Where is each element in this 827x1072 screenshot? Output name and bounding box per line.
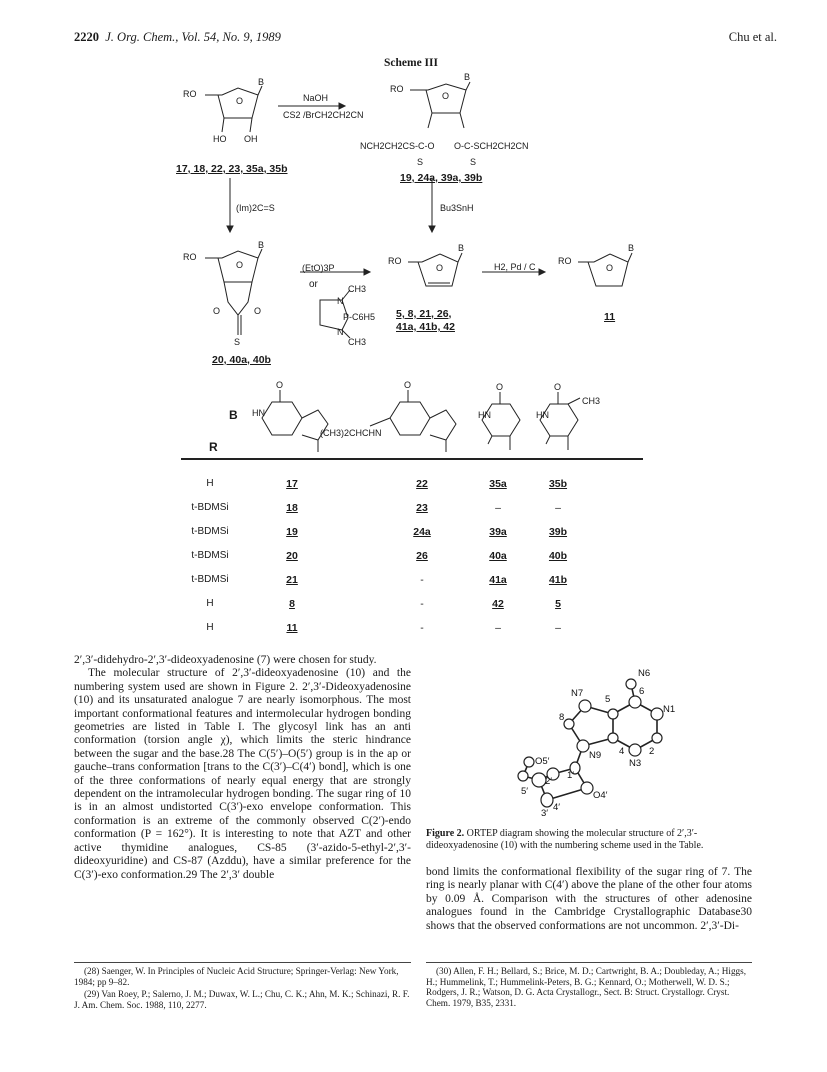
compound-numbers-3: 20, 40a, 40b (212, 354, 271, 366)
xanthate-s-right: S (470, 157, 477, 167)
xanthate-s-left: S (417, 157, 424, 167)
footnote-rule-right (426, 962, 752, 963)
atom-n6: N6 (638, 668, 651, 679)
gu-o: O (404, 380, 412, 390)
carbonate-o-left: O (213, 306, 221, 316)
cell: 40b (548, 550, 568, 562)
row-r: t-BDMSi (191, 574, 229, 585)
ro-label-3: RO (183, 252, 197, 262)
xanthate-left: NCH2CH2CS-C-O (360, 141, 435, 151)
figure-caption (426, 828, 752, 851)
diaza-pc6h5: P-C6H5 (343, 312, 376, 322)
sugar-ring-1 (205, 88, 258, 118)
atom-n7: N7 (571, 688, 584, 699)
atom-4: 4 (619, 746, 625, 757)
reagent-eto3p: (EtO)3P (302, 263, 335, 273)
cell: 18 (286, 502, 298, 514)
row-r: t-BDMSi (191, 502, 229, 513)
table-body (185, 478, 625, 646)
table-row (185, 502, 625, 526)
gu-isobutyryl: (CH3)2CHCHN (320, 428, 382, 438)
cell: 17 (286, 478, 298, 490)
th-hn: HN (536, 410, 549, 420)
ring-o-label-3: O (236, 260, 244, 270)
cell: 40a (489, 550, 507, 562)
table-row (185, 526, 625, 550)
table-row (185, 478, 625, 502)
table-rule (181, 458, 643, 460)
ring-o-label-2: O (442, 91, 450, 101)
atom-c2p: 2′ (545, 776, 553, 787)
cell: 24a (413, 526, 431, 538)
th-o: O (554, 382, 562, 392)
cell: 41b (548, 574, 568, 586)
ro-label-5: RO (558, 256, 572, 266)
ro-label-4: RO (388, 256, 402, 266)
running-author: Chu et al. (728, 30, 777, 44)
base-b-label-2: B (464, 72, 471, 82)
footnotes-left (74, 966, 411, 1012)
footnote-rule-left (74, 962, 411, 963)
reagent-or: or (309, 279, 318, 290)
carbonate-o-right: O (254, 306, 262, 316)
paragraph-2: bond limits the conformational flexibility of the sugar ring of 7. The ring is nearly planar with C(4′) above the plane of the other four atoms by 0.09 Å. Comparison with the structures of other adenosine analogues found in the Cambridge Crystallographic Database30 shows that the observed conformations are not uncommon. 2′,3′-Di- (426, 866, 752, 932)
atom-c5p: 5′ (521, 786, 529, 797)
cell: 42 (492, 598, 504, 610)
footnote-29: (29) Van Roey, P.; Salerno, J. M.; Duwax, W. L.; Chu, C. K.; Ahn, M. K.; Schinazi, R. F. J. Am. Chem. Soc. 1988, 110, 2277. (74, 989, 410, 1010)
atom-8: 8 (559, 712, 565, 723)
thione-s: S (234, 337, 241, 347)
cell: 26 (416, 550, 428, 562)
scheme-title: Scheme III (384, 57, 438, 69)
base-b-label-3: B (258, 240, 265, 250)
cell: 11 (286, 622, 298, 634)
footnotes-right (426, 966, 752, 1010)
atom-o4: O4′ (593, 790, 608, 801)
sugar-ring-5 (578, 254, 628, 286)
diaza-ch3-top: CH3 (348, 284, 367, 294)
table-row (185, 622, 625, 646)
reagent-h2pd: H2, Pd / C (494, 262, 536, 272)
sugar-ring-4 (408, 254, 458, 286)
diaza-n-bottom: N (337, 327, 344, 337)
cell: 8 (289, 598, 295, 610)
atom-n9: N9 (589, 750, 602, 761)
ho-label: HO (213, 134, 227, 144)
compound-numbers-4a: 5, 8, 21, 26, (396, 308, 452, 320)
row-r: H (206, 622, 214, 633)
cell: - (420, 574, 424, 586)
sugar-ring-2 (410, 84, 466, 113)
base-b-label-4: B (458, 243, 465, 253)
paragraph-1: The molecular structure of 2′,3′-dideoxyadenosine (10) and the numbering system used are shown in Figure 2. 2′,3′-Dideoxyadenosine (10) and its unsaturated analogue 7 are nearly isomorphous. The most important conformational features and intermolecular hydrogen bonding geometries are listed in Table I. The glycosyl link has an anti conformation (torsion angle χ), which limits the steric hindrance between the sugar and the base.28 The C(5′)–O(5′) group is in the ap or gauche–trans conformation [trans to the C(3′)–C(4′) bond], which is one of the three conformations of nearly equal energy that are strongly dependent on the intramolecular hydrogen bonding. The sugar ring of 10 is in an almost undistorted C(3′)-exo envelope conformation. This conformation is an extreme of the commonly observed C(2′)-endo conformation (P = 162°). It is interesting to note that AZT and other active thymidine analogues, CS-85 (3′-azido-5-ethyl-2′,3′-dideoxyuridine) and CS-87 (Azddu), have a similar preference for the C(3′)-exo conformation.29 The 2′,3′ double (74, 667, 411, 881)
cell: 35b (548, 478, 568, 490)
reagent-bu3snh: Bu3SnH (440, 203, 474, 213)
compound-numbers-2: 19, 24a, 39a, 39b (400, 172, 483, 184)
cell: 22 (416, 478, 428, 490)
atom-c3p: 3′ (541, 808, 549, 819)
atom-c1p: 1′ (567, 770, 575, 781)
cell: 35a (489, 478, 507, 490)
ring-o-label-5: O (606, 263, 614, 273)
cell: - (420, 598, 424, 610)
sugar-ring-3 (205, 251, 258, 282)
row-r: H (206, 478, 214, 489)
hx-hn: HN (252, 408, 265, 418)
diaza-ch3-bottom: CH3 (348, 337, 367, 347)
atom-5: 5 (605, 694, 611, 705)
atom-n1: N1 (663, 704, 676, 715)
base-b-label-5: B (628, 243, 635, 253)
cell: - (420, 622, 424, 634)
atom-2: 2 (649, 746, 655, 757)
column-b-header: B (229, 408, 238, 422)
ur-hn: HN (478, 410, 491, 420)
cell: – (495, 502, 501, 514)
th-ch3: CH3 (582, 396, 601, 406)
xanthate-right: O-C-SCH2CH2CN (454, 141, 529, 151)
footnote-30: (30) Allen, F. H.; Bellard, S.; Brice, M. D.; Cartwright, B. A.; Doubleday, A.; Higgs, H.; Hummelink, T.; Hummelink-Peters, B. G.; Kennard, O.; Motherwell, W. D. S.; Rodgers, J. R.; Watson, D. G. Acta Crystallogr., Sect. B: Struct. Crystallogr. Cryst. Chem. 1979, B35, 2331. (426, 966, 746, 1008)
atom-o5: O5′ (535, 756, 550, 767)
diaza-n-top: N (337, 296, 344, 306)
atom-n3: N3 (629, 758, 642, 769)
base-b-label-1: B (258, 77, 265, 87)
ortep-figure (425, 650, 725, 820)
cell: – (495, 622, 501, 634)
cell: 23 (416, 502, 428, 514)
paragraph-0: 2′,3′-didehydro-2′,3′-dideoxyadenosine (7) were chosen for study. (74, 654, 377, 666)
compound-numbers-1: 17, 18, 22, 23, 35a, 35b (176, 163, 288, 175)
compound-number-5: 11 (604, 311, 616, 323)
cell: – (555, 502, 561, 514)
footnote-28: (28) Saenger, W. In Principles of Nucleic Acid Structure; Springer-Verlag: New York, 1984; pp 9–82. (74, 966, 399, 987)
cell: 21 (286, 574, 298, 586)
cell: 20 (286, 550, 298, 562)
body-right-column (426, 866, 752, 933)
ro-label-1: RO (183, 89, 197, 99)
figure-caption-text: ORTEP diagram showing the molecular structure of 2′,3′-dideoxyadenosine (10) with the numbering scheme used in the Table. (426, 828, 704, 851)
oh-label: OH (244, 134, 258, 144)
cell: 5 (555, 598, 561, 610)
compound-numbers-4b: 41a, 41b, 42 (396, 321, 455, 333)
table-row (185, 550, 625, 574)
ro-label-2: RO (390, 84, 404, 94)
row-r: t-BDMSi (191, 550, 229, 561)
atom-6: 6 (639, 686, 645, 697)
body-left-column (74, 654, 411, 882)
hx-o: O (276, 380, 284, 390)
cell: 41a (489, 574, 507, 586)
cell: 39a (489, 526, 507, 538)
cell: – (555, 622, 561, 634)
cell: 39b (548, 526, 568, 538)
cell: 19 (286, 526, 298, 538)
row-r: t-BDMSi (191, 526, 229, 537)
row-r: H (206, 598, 214, 609)
column-r-header: R (209, 440, 218, 454)
ring-o-label-1: O (236, 96, 244, 106)
reagent-im2cs: (Im)2C=S (236, 203, 275, 213)
page-number: 2220 (74, 30, 99, 44)
ring-o-label-4: O (436, 263, 444, 273)
reagent-cs2: CS2 /BrCH2CH2CN (283, 110, 364, 120)
journal-citation: J. Org. Chem., Vol. 54, No. 9, 1989 (105, 30, 281, 44)
base-structures (0, 380, 827, 460)
table-row (185, 598, 625, 622)
reagent-naoh: NaOH (303, 93, 329, 103)
figure-caption-label: Figure 2. (426, 828, 465, 839)
table-row (185, 574, 625, 598)
atom-c4p: 4′ (553, 802, 561, 813)
ur-o: O (496, 382, 504, 392)
